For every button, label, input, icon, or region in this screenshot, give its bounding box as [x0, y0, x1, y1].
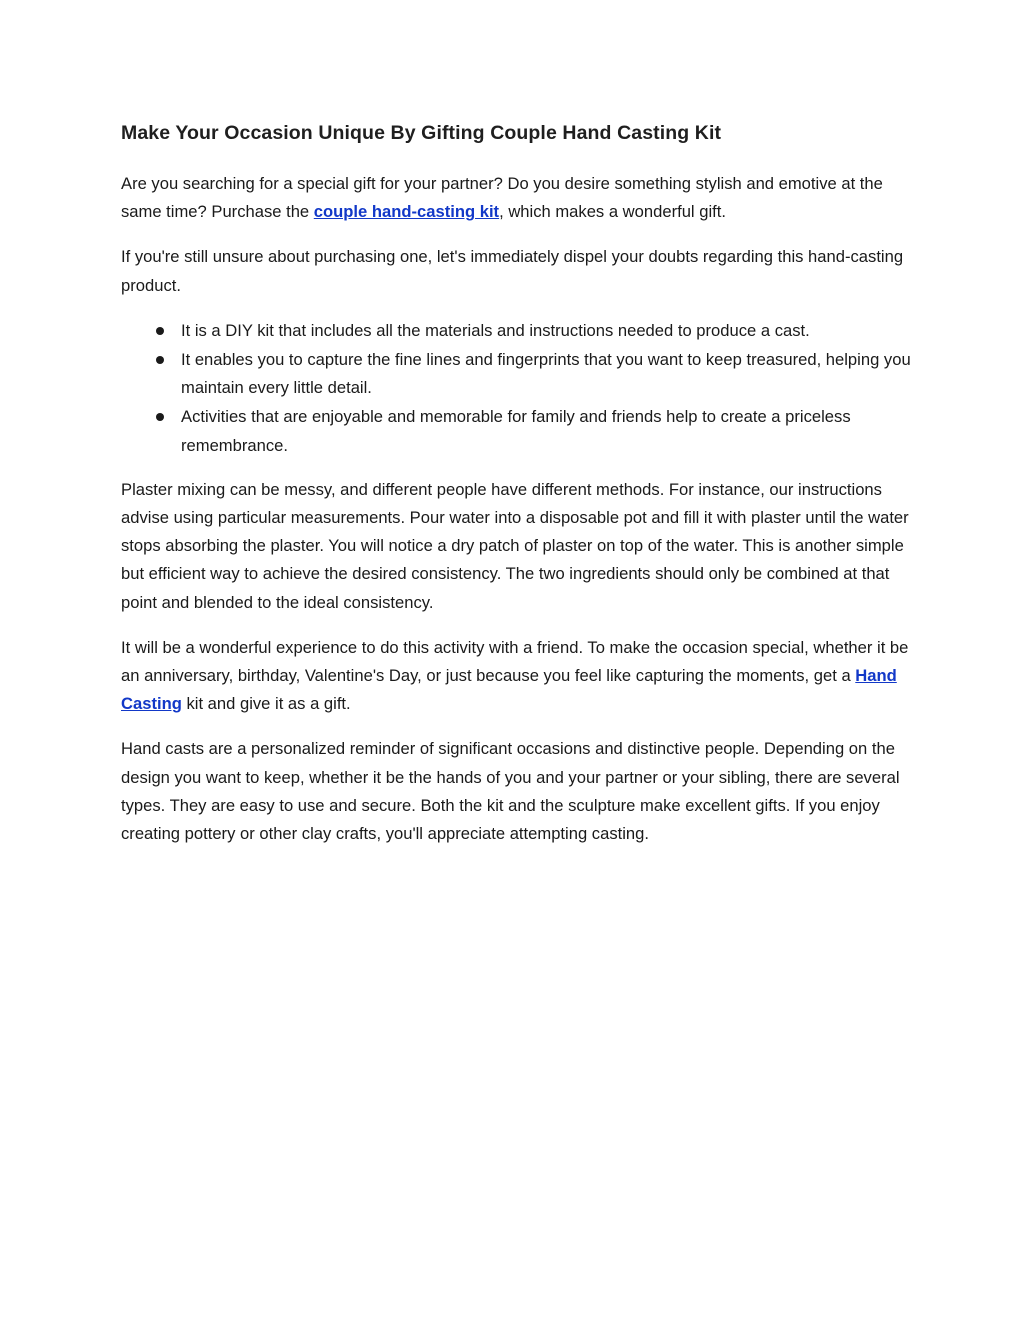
intro-paragraph: [121, 170, 911, 226]
list-item-text: It is a DIY kit that includes all the materials and instructions needed to produce a cast.: [181, 320, 810, 340]
list-item: [181, 403, 911, 459]
document-title: Make Your Occasion Unique By Gifting Couple Hand Casting Kit: [121, 122, 722, 144]
bullet-icon: [156, 356, 164, 364]
doubts-paragraph: If you're still unsure about purchasing one, let's immediately dispel your doubts regarding this hand-casting product.: [121, 247, 904, 295]
plaster-mixing-paragraph: Plaster mixing can be messy, and different people have different methods. For instance, our instructions advise using particular measurements. Pour water into a disposable pot and fill it with plaster until the water stops absorbing the plaster. You will notice a dry patch of plaster on top of the water. This is another simple but efficient way to achieve the desired consistency. The two ingredients should only be combined at that point and blended to the ideal consistency.: [121, 479, 909, 612]
couple-hand-casting-kit-link[interactable]: couple hand-casting kit: [313, 202, 500, 222]
bullet-icon: [156, 327, 164, 335]
hand-casts-paragraph: Hand casts are a personalized reminder of significant occasions and distinctive people. Depending on the design you want to keep, whether it be the hands of you and your partner or your sibling, there are several types. They are easy to use and secure. Both the kit and the sculpture make excellent gifts. If you enjoy creating pottery or other clay crafts, you'll appreciate attempting casting.: [121, 739, 900, 844]
hand-casting-link[interactable]: Hand Casting: [121, 666, 897, 714]
list-item: [181, 317, 911, 345]
experience-paragraph: [121, 634, 911, 719]
bullet-icon: [156, 413, 164, 421]
list-item: [181, 346, 911, 402]
intro-text-after: , which makes a wonderful gift.: [499, 202, 726, 222]
experience-text-before: It will be a wonderful experience to do this activity with a friend. To make the occasion special, whether it be an anniversary, birthday, Valentine's Day, or just because you feel like capturing the moments, get a: [121, 637, 909, 686]
experience-text-after: kit and give it as a gift.: [181, 694, 351, 714]
list-item-text: It enables you to capture the fine lines and fingerprints that you want to keep treasured, helping you maintain every little detail.: [181, 350, 911, 398]
list-item-text: Activities that are enjoyable and memorable for family and friends help to create a priceless remembrance.: [181, 407, 851, 455]
feature-list: [121, 317, 911, 460]
document-page: [121, 118, 911, 865]
intro-text-before: Are you searching for a special gift for your partner? Do you desire something stylish and emotive at the same time? Purchase the: [121, 174, 883, 222]
